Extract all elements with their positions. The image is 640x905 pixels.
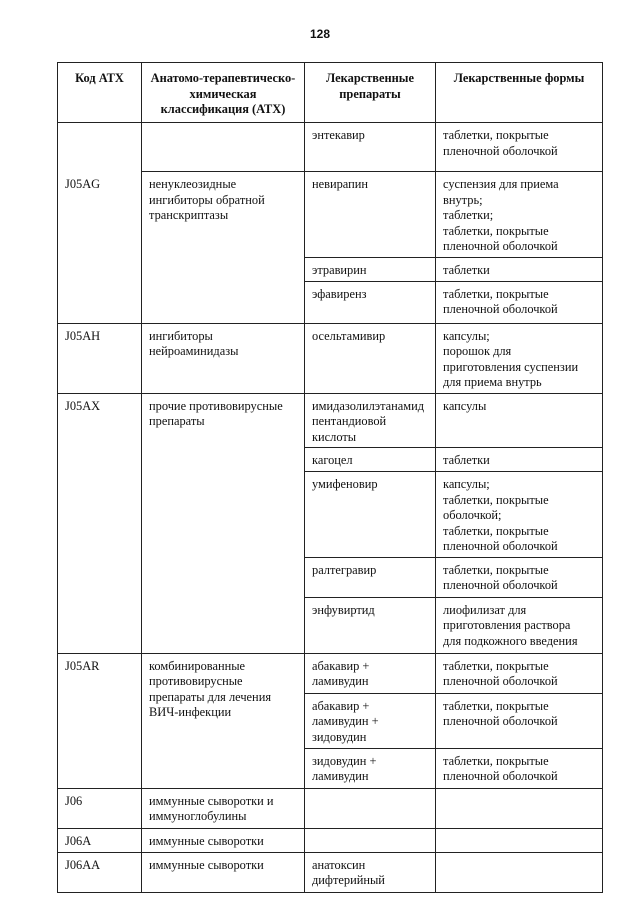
form-cell [436, 828, 603, 852]
classification-cell: прочие противовирусные препараты [142, 393, 305, 653]
drug-cell: кагоцел [305, 448, 436, 472]
form-cell: капсулы [436, 393, 603, 448]
header-forms: Лекарственные формы [436, 63, 603, 123]
header-code: Код АТХ [58, 63, 142, 123]
drug-cell: абакавир + ламивудин [305, 653, 436, 693]
classification-cell: ненуклеозидные ингибиторы обратной транскриптазы [142, 172, 305, 324]
table-row [58, 393, 603, 448]
classification-cell: комбинированные противовирусные препараты для лечения ВИЧ-инфекции [142, 653, 305, 788]
code-cell [58, 123, 142, 172]
header-drugs: Лекарственные препараты [305, 63, 436, 123]
classification-cell: иммунные сыворотки и иммуноглобулины [142, 788, 305, 828]
form-cell: таблетки, покрытые пленочной оболочкой [436, 123, 603, 172]
form-cell: капсулы; таблетки, покрытые оболочкой; таблетки, покрытые пленочной оболочкой [436, 472, 603, 558]
code-cell: J05AG [58, 172, 142, 324]
drug-cell: энфувиртид [305, 597, 436, 653]
table-row [58, 323, 603, 393]
table-row [58, 172, 603, 258]
table-row [58, 653, 603, 693]
code-cell: J06 [58, 788, 142, 828]
table-row [58, 788, 603, 828]
form-cell: таблетки, покрытые пленочной оболочкой [436, 693, 603, 748]
form-cell: таблетки, покрытые пленочной оболочкой [436, 557, 603, 597]
table-row [58, 852, 603, 892]
code-cell: J05AH [58, 323, 142, 393]
code-cell: J06A [58, 828, 142, 852]
drug-cell: анатоксин дифтерийный [305, 852, 436, 892]
form-cell: таблетки [436, 257, 603, 281]
drug-cell: зидовудин + ламивудин [305, 748, 436, 788]
code-cell: J05AR [58, 653, 142, 788]
code-cell: J06AA [58, 852, 142, 892]
drug-cell [305, 828, 436, 852]
form-cell: таблетки, покрытые пленочной оболочкой [436, 281, 603, 323]
table-header-row [58, 63, 603, 123]
form-cell: суспензия для приема внутрь; таблетки; таблетки, покрытые пленочной оболочкой [436, 172, 603, 258]
drug-cell: этравирин [305, 257, 436, 281]
drug-cell: умифеновир [305, 472, 436, 558]
drug-cell: энтекавир [305, 123, 436, 172]
form-cell [436, 852, 603, 892]
header-classification: Анатомо-терапевтическо- химическая классификация (АТХ) [142, 63, 305, 123]
page-number: 128 [309, 27, 331, 41]
form-cell [436, 788, 603, 828]
drug-cell: эфавиренз [305, 281, 436, 323]
drug-cell: ралтегравир [305, 557, 436, 597]
form-cell: капсулы; порошок для приготовления суспензии для приема внутрь [436, 323, 603, 393]
drug-cell: осельтамивир [305, 323, 436, 393]
form-cell: таблетки, покрытые пленочной оболочкой [436, 653, 603, 693]
form-cell: таблетки [436, 448, 603, 472]
table-row [58, 828, 603, 852]
drug-cell: имидазолилэтанамид пентандиовой кислоты [305, 393, 436, 448]
code-cell: J05AX [58, 393, 142, 653]
classification-cell: иммунные сыворотки [142, 828, 305, 852]
classification-cell: ингибиторы нейроаминидазы [142, 323, 305, 393]
drug-cell [305, 788, 436, 828]
drug-cell: абакавир + ламивудин + зидовудин [305, 693, 436, 748]
classification-cell [142, 123, 305, 172]
form-cell: таблетки, покрытые пленочной оболочкой [436, 748, 603, 788]
form-cell: лиофилизат для приготовления раствора для подкожного введения [436, 597, 603, 653]
table-row [58, 123, 603, 172]
classification-cell: иммунные сыворотки [142, 852, 305, 892]
drug-cell: невирапин [305, 172, 436, 258]
atx-table [57, 62, 603, 893]
